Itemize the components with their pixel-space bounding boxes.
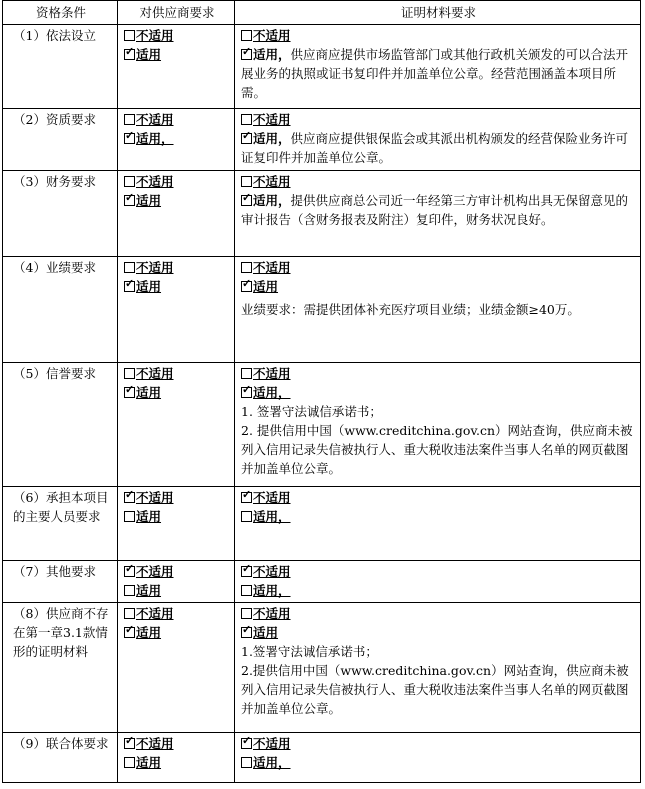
header-row [3, 1, 641, 25]
option-label: 不适用 [136, 606, 174, 621]
checked-box-icon[interactable] [241, 195, 252, 206]
option [241, 488, 636, 507]
option-label: 适用， [253, 583, 291, 598]
table-row [3, 487, 641, 561]
option-label: 适用 [136, 47, 162, 62]
condition-name: （5）信誉要求 [3, 363, 118, 487]
proof-cell [235, 363, 641, 487]
empty-box-icon[interactable] [124, 368, 135, 379]
option [241, 507, 636, 526]
checked-box-icon[interactable] [124, 49, 135, 60]
option [241, 604, 636, 623]
option [124, 581, 230, 600]
table-row [3, 603, 641, 733]
option-label: 适用， [253, 755, 291, 770]
option-label: 不适用 [136, 28, 174, 43]
option-label: 适用 [136, 509, 162, 524]
condition-name: （8）供应商不存在第一章3.1款情形的证明材料 [3, 603, 118, 733]
option [241, 172, 636, 191]
option [241, 277, 636, 296]
option [241, 383, 636, 402]
proof-cell [235, 561, 641, 603]
supplier-options [118, 363, 235, 487]
proof-cell [235, 25, 641, 109]
option-label: 不适用 [253, 490, 291, 505]
table-row [3, 561, 641, 603]
option [124, 45, 230, 64]
checked-box-icon[interactable] [124, 492, 135, 503]
empty-box-icon[interactable] [124, 262, 135, 273]
option [241, 110, 636, 129]
option-label: 适用， [136, 131, 174, 146]
empty-box-icon[interactable] [241, 608, 252, 619]
supplier-options [118, 487, 235, 561]
condition-name: （1）依法设立 [3, 25, 118, 109]
supplier-options [118, 257, 235, 363]
option [241, 753, 636, 772]
proof-cell [235, 487, 641, 561]
option-label: 不适用 [253, 174, 291, 189]
empty-box-icon[interactable] [241, 30, 252, 41]
checked-box-icon[interactable] [124, 738, 135, 749]
option [241, 623, 636, 642]
option [124, 364, 230, 383]
option [124, 26, 230, 45]
supplier-options [118, 171, 235, 257]
proof-line: 2. 提供信用中国（www.creditchina.gov.cn）网站查询，供应商未被列入信用记录失信被执行人、重大税收违法案件当事人名单的网页截图并加盖单位公章。 [241, 423, 633, 476]
table-row [3, 257, 641, 363]
option-label: 适用 [136, 279, 162, 294]
checked-box-icon[interactable] [124, 566, 135, 577]
option [241, 581, 636, 600]
option-label: 不适用 [253, 28, 291, 43]
option [124, 734, 230, 753]
option-label: 不适用 [253, 112, 291, 127]
proof-lead: 适用， [253, 193, 291, 208]
proof-body: 提供供应商总公司近一年经第三方审计机构出具无保留意见的审计报告（含财务报表及附注）复印件，财务状况良好。 [241, 193, 629, 227]
option [124, 488, 230, 507]
option-label: 不适用 [253, 366, 291, 381]
empty-box-icon[interactable] [241, 368, 252, 379]
empty-box-icon[interactable] [124, 511, 135, 522]
condition-name: （2）资质要求 [3, 109, 118, 171]
option-label: 不适用 [136, 490, 174, 505]
empty-box-icon[interactable] [241, 176, 252, 187]
proof-cell [235, 109, 641, 171]
option [241, 734, 636, 753]
proof-body: 供应商应提供市场监管部门或其他行政机关颁发的可以合法开展业务的执照或证书复印件并加盖单位公章。经营范围涵盖本项目所需。 [241, 47, 629, 100]
supplier-options [118, 25, 235, 109]
option [124, 562, 230, 581]
empty-box-icon[interactable] [241, 757, 252, 768]
option-label: 适用 [136, 625, 162, 640]
table-row [3, 171, 641, 257]
option [124, 191, 230, 210]
option [124, 753, 230, 772]
option-label: 适用 [136, 583, 162, 598]
empty-box-icon[interactable] [241, 262, 252, 273]
option-label: 适用 [136, 193, 162, 208]
header-proof-requirement: 证明材料要求 [235, 1, 641, 25]
proof-body: 供应商应提供银保监会或其派出机构颁发的经营保险业务许可证复印件并加盖单位公章。 [241, 131, 629, 165]
condition-name: （9）联合体要求 [3, 733, 118, 783]
table-row [3, 733, 641, 783]
checked-box-icon[interactable] [241, 566, 252, 577]
checked-box-icon[interactable] [124, 195, 135, 206]
supplier-options [118, 603, 235, 733]
proof-line: 2.提供信用中国（www.creditchina.gov.cn）网站查询，供应商未被列入信用记录失信被执行人、重大税收违法案件当事人名单的网页截图并加盖单位公章。 [241, 663, 629, 716]
header-condition: 资格条件 [3, 1, 118, 25]
empty-box-icon[interactable] [124, 176, 135, 187]
checked-box-icon[interactable] [241, 738, 252, 749]
option [124, 623, 230, 642]
empty-box-icon[interactable] [124, 30, 135, 41]
proof-lead: 适用， [253, 131, 291, 146]
option-label: 不适用 [136, 260, 174, 275]
checked-box-icon[interactable] [241, 627, 252, 638]
proof-line: 1.签署守法诚信承诺书； [241, 644, 378, 659]
empty-box-icon[interactable] [124, 114, 135, 125]
option-label: 适用 [253, 279, 279, 294]
condition-name: （3）财务要求 [3, 171, 118, 257]
option-label: 适用， [253, 385, 291, 400]
checked-box-icon[interactable] [124, 281, 135, 292]
checked-box-icon[interactable] [124, 133, 135, 144]
option-label: 适用 [253, 625, 279, 640]
option-label: 不适用 [136, 174, 174, 189]
table-row [3, 25, 641, 109]
condition-name: （7）其他要求 [3, 561, 118, 603]
proof-cell [235, 257, 641, 363]
proof-cell [235, 733, 641, 783]
empty-box-icon[interactable] [124, 608, 135, 619]
option [241, 364, 636, 383]
option [241, 562, 636, 581]
empty-box-icon[interactable] [124, 585, 135, 596]
option [124, 507, 230, 526]
checked-box-icon[interactable] [241, 492, 252, 503]
empty-box-icon[interactable] [124, 757, 135, 768]
checked-box-icon[interactable] [124, 387, 135, 398]
qualification-table [2, 0, 641, 783]
option-label: 不适用 [253, 564, 291, 579]
proof-text [241, 191, 636, 229]
option-label: 不适用 [253, 260, 291, 275]
proof-text [241, 45, 636, 102]
empty-box-icon[interactable] [241, 511, 252, 522]
proof-cell [235, 171, 641, 257]
supplier-options [118, 561, 235, 603]
option-label: 不适用 [136, 736, 174, 751]
option [124, 110, 230, 129]
option [241, 258, 636, 277]
supplier-options [118, 109, 235, 171]
option [241, 26, 636, 45]
option [124, 277, 230, 296]
option-label: 不适用 [136, 112, 174, 127]
option-label: 不适用 [253, 736, 291, 751]
option-label: 不适用 [136, 366, 174, 381]
option-label: 适用 [136, 755, 162, 770]
option-label: 适用， [253, 509, 291, 524]
table-row [3, 109, 641, 171]
supplier-options [118, 733, 235, 783]
empty-box-icon[interactable] [241, 585, 252, 596]
table-row [3, 363, 641, 487]
checked-box-icon[interactable] [241, 49, 252, 60]
empty-box-icon[interactable] [241, 114, 252, 125]
proof-cell [235, 603, 641, 733]
checked-box-icon[interactable] [241, 133, 252, 144]
option-label: 不适用 [253, 606, 291, 621]
checked-box-icon[interactable] [241, 281, 252, 292]
header-supplier-requirement: 对供应商要求 [118, 1, 235, 25]
proof-lead: 适用， [253, 47, 291, 62]
option [124, 129, 230, 148]
proof-line: 1. 签署守法诚信承诺书； [241, 404, 382, 419]
option-label: 不适用 [136, 564, 174, 579]
checked-box-icon[interactable] [124, 627, 135, 638]
proof-line: 业绩要求：需提供团体补充医疗项目业绩；业绩金额≥40万。 [241, 302, 580, 317]
option [124, 383, 230, 402]
option-label: 适用 [136, 385, 162, 400]
proof-text [241, 129, 636, 167]
option [124, 172, 230, 191]
option [124, 258, 230, 277]
option [124, 604, 230, 623]
checked-box-icon[interactable] [241, 387, 252, 398]
condition-name: （4）业绩要求 [3, 257, 118, 363]
condition-name: （6）承担本项目的主要人员要求 [3, 487, 118, 561]
